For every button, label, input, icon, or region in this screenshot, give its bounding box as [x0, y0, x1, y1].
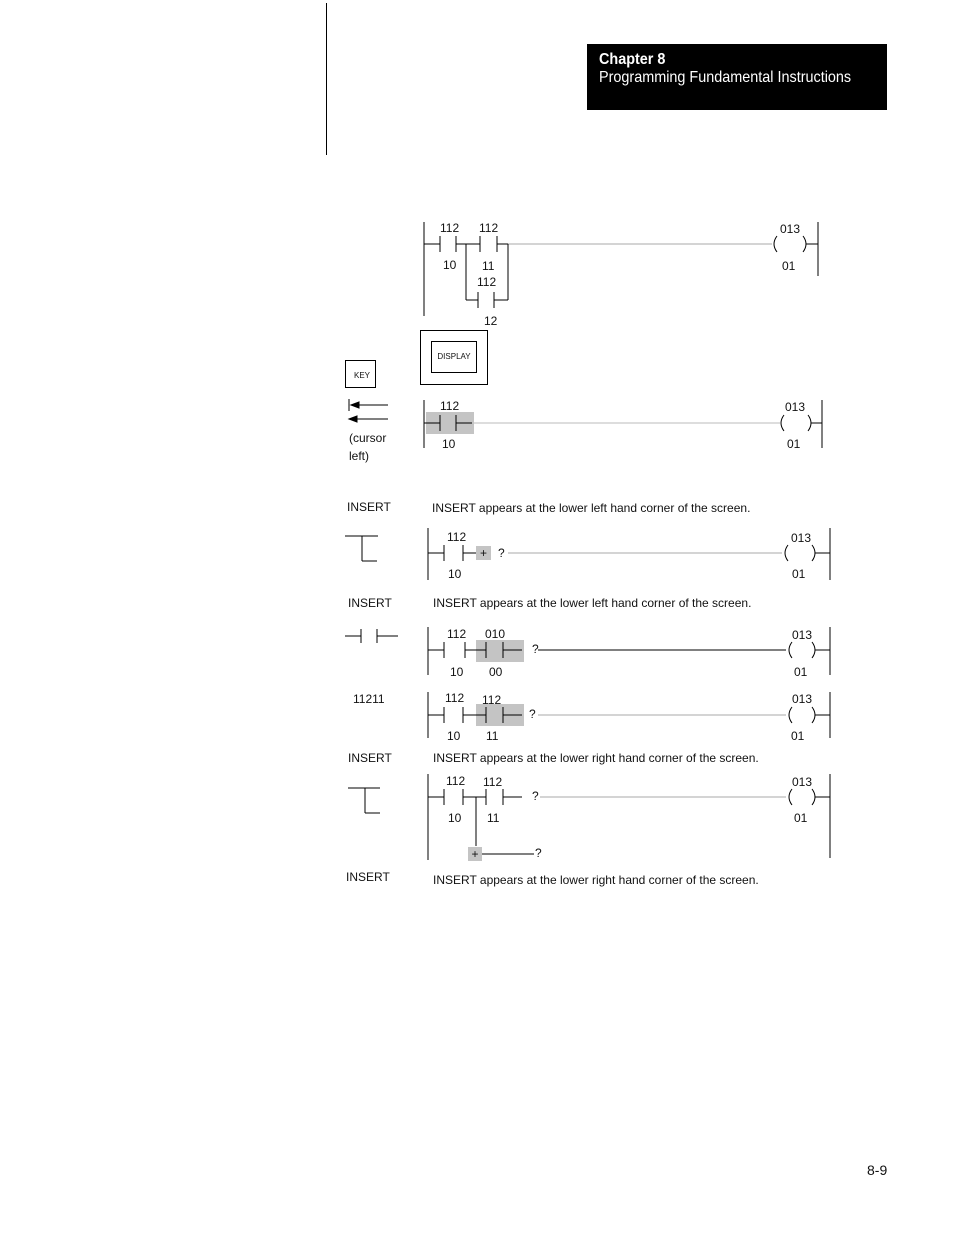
insert-note-1: INSERT appears at the lower left hand corner of the screen.: [432, 501, 751, 515]
rung4-placeholder: ?: [532, 642, 539, 656]
rung4-contact1-bit: 10: [450, 665, 464, 679]
rung2-contact1-bit: 10: [442, 437, 456, 451]
cursor-left-label-1: (cursor: [349, 431, 387, 445]
rung3-contact1-word: 112: [447, 530, 467, 544]
rung3-placeholder: ?: [498, 546, 505, 560]
address-entry: 11211: [353, 692, 385, 706]
chapter-number: Chapter 8: [599, 51, 666, 68]
insert-note-2: INSERT appears at the lower left hand corner of the screen.: [433, 596, 752, 610]
key-label-text: KEY: [354, 371, 371, 380]
rung1-contact1-word: 112: [440, 221, 460, 235]
rung5-placeholder: ?: [529, 707, 536, 721]
chapter-title: Programming Fundamental Instructions: [599, 69, 852, 86]
rung6-contact2-word: 112: [483, 775, 503, 789]
rung6-branch-placeholder: ?: [535, 846, 542, 860]
rung6-contact2-bit: 11: [487, 811, 500, 825]
page-number: 8-9: [867, 1162, 888, 1178]
rung2-output-word: 013: [785, 400, 806, 414]
rung2-output-bit: 01: [787, 437, 801, 451]
rung6-branch-cursor: +: [468, 847, 482, 861]
rung6-output-word: 013: [792, 775, 813, 789]
rung4-output-word: 013: [792, 628, 813, 642]
rung1-contact2-bit: 11: [482, 259, 495, 273]
rung6-output-bit: 01: [794, 811, 808, 825]
rung3-output-word: 013: [791, 531, 812, 545]
rung6-placeholder: ?: [532, 789, 539, 803]
insert-key-1: INSERT: [347, 500, 391, 514]
rung5-output-word: 013: [792, 692, 813, 706]
rung4-contact2-word: 010: [485, 627, 506, 641]
rung1-contact3-word: 112: [477, 275, 497, 289]
insert-note-3: INSERT appears at the lower right hand corner of the screen.: [433, 751, 759, 765]
rung1-output-word: 013: [780, 222, 801, 236]
rung5-contact1-word: 112: [445, 691, 465, 705]
rung5-contact1-bit: 10: [447, 729, 461, 743]
insert-note-4: INSERT appears at the lower right hand corner of the screen.: [433, 873, 759, 887]
rung3-insert-cursor: +: [476, 546, 491, 560]
rung4-contact1-word: 112: [447, 627, 467, 641]
rung1-contact2-word: 112: [479, 221, 499, 235]
rung5-output-bit: 01: [791, 729, 805, 743]
rung3-contact1-bit: 10: [448, 567, 462, 581]
insert-key-2: INSERT: [348, 596, 392, 610]
cursor-left-label-2: left): [349, 449, 370, 463]
insert-key-4: INSERT: [346, 870, 390, 884]
rung5-contact2-word: 112: [482, 693, 502, 707]
rung2-contact1-word: 112: [440, 399, 460, 413]
insert-key-3: INSERT: [348, 751, 392, 765]
rung5-contact2-bit: 11: [486, 729, 499, 743]
rung4-contact2-bit: 00: [489, 665, 503, 679]
rung6-contact1-bit: 10: [448, 811, 462, 825]
rung6-contact1-word: 112: [446, 774, 466, 788]
rung1-contact1-bit: 10: [443, 258, 457, 272]
display-key-face: DISPLAY: [431, 341, 477, 373]
rung1-contact3-bit: 12: [484, 314, 498, 328]
rung1-output-bit: 01: [782, 259, 796, 273]
rung3-output-bit: 01: [792, 567, 806, 581]
rung4-output-bit: 01: [794, 665, 808, 679]
